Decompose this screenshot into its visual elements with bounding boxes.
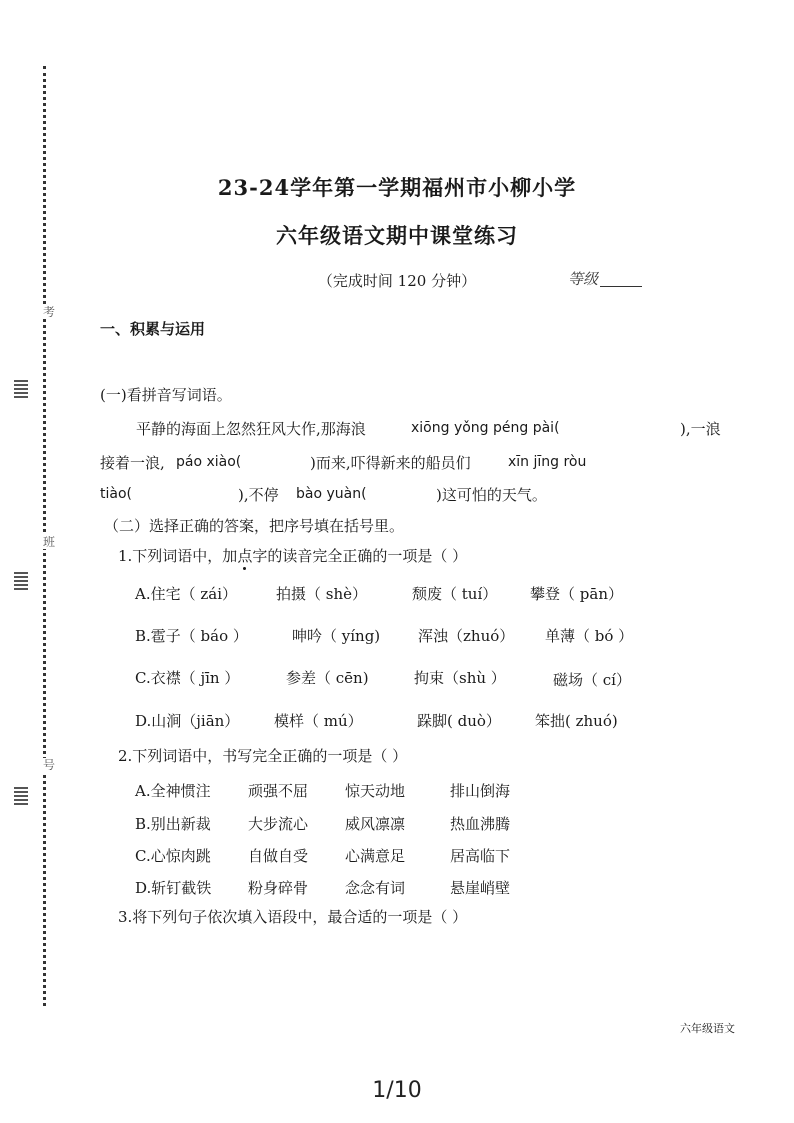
q2-option-d-3: 念念有词 — [345, 879, 406, 897]
q1-option-c-3: 拘束（shù ） — [414, 669, 506, 687]
q2-option-c-1: C.心惊肉跳 — [135, 847, 211, 865]
question-2-stem: 2.下列词语中，书写完全正确的一项是（ ） — [118, 747, 408, 765]
question-3-stem: 3.将下列句子依次填入语段中，最合适的一项是（ ） — [118, 908, 468, 926]
q2-option-b-3: 威风凛凛 — [345, 815, 406, 833]
time-note: （完成时间 120 分钟） — [317, 272, 477, 290]
q1-option-b-1: B.雹子（ báo ） — [135, 627, 248, 645]
q2-option-a-1: A.全神惯注 — [135, 782, 211, 800]
binding-label-top: 考 — [42, 305, 55, 319]
q2-option-d-4: 悬崖峭壁 — [450, 879, 511, 897]
q2-option-c-3: 心满意足 — [345, 847, 406, 865]
q1-option-a-4: 攀登（ pān） — [530, 585, 623, 603]
pinyin-tiao: tiào( — [100, 486, 132, 502]
q1-option-d-1: D.山涧（jiān） — [135, 712, 240, 730]
q1-option-d-2: 模样（ mú） — [274, 712, 363, 730]
binding-mark — [14, 785, 28, 805]
q1-option-b-4: 单薄（ bó ） — [545, 627, 634, 645]
passage-line2-text: 接着一浪, — [100, 454, 165, 472]
footer-subject: 六年级语文 — [680, 1022, 735, 1035]
q1-option-c-2: 参差（ cēn) — [286, 669, 369, 687]
question-1-stem: 1.下列词语中，加点字的读音完全正确的一项是（ ） — [118, 547, 468, 565]
q2-option-b-1: B.别出新裁 — [135, 815, 211, 833]
pinyin-xiongyong: xiōng yǒng péng pài( — [411, 420, 560, 436]
q2-option-a-2: 顽强不屈 — [248, 782, 309, 800]
part2-heading: （二）选择正确的答案，把序号填在括号里。 — [104, 517, 405, 535]
part1-heading: (一)看拼音写词语。 — [100, 386, 232, 404]
q2-option-c-2: 自做自受 — [248, 847, 309, 865]
handwritten-grade: 等级 — [568, 270, 599, 288]
section-heading: 一、积累与运用 — [100, 320, 206, 338]
passage-line1-text: 平静的海面上忽然狂风大作,那海浪 — [136, 420, 366, 438]
q2-option-b-2: 大步流心 — [248, 815, 309, 833]
passage-line3-mid: ),不停 — [238, 486, 279, 504]
binding-mark — [14, 378, 28, 398]
q2-option-a-4: 排山倒海 — [450, 782, 511, 800]
q2-option-d-1: D.斩钉截铁 — [135, 879, 212, 897]
q1-option-b-2: 呻吟（ yíng) — [292, 627, 381, 645]
passage-line2-mid: )而来,吓得新来的船员们 — [310, 454, 471, 472]
passage-line1-end: ),一浪 — [680, 420, 721, 438]
q1-option-d-4: 笨拙( zhuó) — [535, 712, 618, 730]
q2-option-c-4: 居高临下 — [450, 847, 511, 865]
q1-option-a-1: A.住宅（ zái） — [135, 585, 238, 603]
page-number: 1/10 — [372, 1078, 422, 1103]
binding-label-mid: 班 — [42, 535, 55, 549]
binding-mark — [14, 570, 28, 590]
passage-line3-end: )这可怕的天气。 — [436, 486, 547, 504]
q2-option-b-4: 热血沸腾 — [450, 815, 511, 833]
pinyin-paoxiao: páo xiào( — [176, 454, 242, 470]
exam-title-line2: 六年级语文期中课堂练习 — [276, 223, 518, 248]
pinyin-baoyuan: bào yuàn( — [296, 486, 367, 502]
exam-title-line1: 23-24学年第一学期福州市小柳小学 — [217, 175, 577, 200]
q1-option-b-3: 浑浊（zhuó） — [418, 627, 515, 645]
q1-option-a-2: 拍摄（ shè） — [276, 585, 368, 603]
q1-option-a-3: 颓废（ tuí） — [412, 585, 498, 603]
grade-underline — [600, 286, 642, 287]
q2-option-a-3: 惊天动地 — [345, 782, 406, 800]
q1-option-c-4: 磁场（ cí） — [553, 671, 631, 689]
binding-label-bottom: 号 — [42, 758, 55, 772]
pinyin-xinjingrou: xīn jīng ròu — [508, 454, 587, 470]
q1-option-c-1: C.衣襟（ jīn ） — [135, 669, 240, 687]
q1-option-d-3: 跺脚( duò） — [417, 712, 501, 730]
q2-option-d-2: 粉身碎骨 — [248, 879, 309, 897]
